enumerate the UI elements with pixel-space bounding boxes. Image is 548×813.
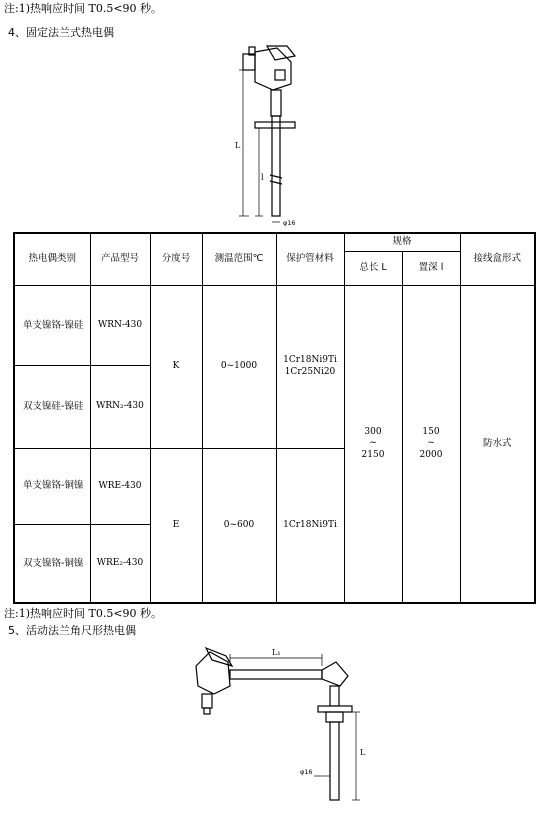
- upper-vertical-tube: [330, 686, 339, 706]
- insert-depth-min: 150: [422, 427, 440, 437]
- header-material: 保护管材料: [276, 233, 344, 285]
- neck-tube: [271, 90, 281, 116]
- group-e-range: 0~600: [202, 448, 276, 603]
- header-model: 产品型号: [90, 233, 150, 285]
- terminal-head: [255, 48, 291, 90]
- movable-flange: [318, 706, 352, 712]
- header-box: 接线盒形式: [460, 233, 535, 285]
- row3-type: 单支镍铬-铜镍: [14, 448, 90, 524]
- row4-type: 双支镍铬-铜镍: [14, 525, 90, 603]
- total-length-sep: ~: [369, 438, 377, 449]
- horizontal-tube: [230, 670, 322, 679]
- row2-model: WRN₂-430: [90, 366, 150, 448]
- dim-diameter-label: φ16: [300, 768, 313, 776]
- total-length-max: 2150: [361, 449, 385, 460]
- insert-depth-max: 2000: [419, 449, 443, 460]
- cable-gland: [202, 694, 212, 708]
- flange: [255, 122, 295, 128]
- elbow-joint: [322, 662, 348, 686]
- insert-depth-sep: ~: [427, 438, 435, 449]
- terminal-head: [196, 652, 230, 694]
- section5-heading: 5、活动法兰角尺形热电偶: [8, 624, 136, 637]
- group-k-material-2: 1Cr25Ni20: [284, 366, 336, 377]
- angle-flange-thermocouple-drawing: [180, 640, 380, 812]
- row1-type: 单支镍铬-镍硅: [14, 285, 90, 365]
- group-k-material: [276, 285, 344, 448]
- row4-model: WRE₂-430: [90, 525, 150, 603]
- protection-tube: [272, 116, 280, 216]
- group-k-grade: K: [150, 285, 202, 448]
- bottom-note: 注:1)热响应时间 T0.5<90 秒。: [4, 607, 163, 620]
- cable-gland: [243, 54, 255, 70]
- dim-L-label: L: [360, 748, 366, 757]
- header-grade: 分度号: [150, 233, 202, 285]
- total-length-min: 300: [364, 427, 382, 437]
- spec-table: [13, 232, 536, 604]
- head-cover: [267, 46, 295, 60]
- header-type: 热电偶类别: [14, 233, 90, 285]
- group-k-material-1: 1Cr18Ni9Ti: [283, 355, 337, 366]
- box-type-cell: 防水式: [460, 285, 535, 603]
- section4-heading: 4、固定法兰式热电偶: [8, 26, 114, 39]
- insert-depth-cell: [402, 285, 460, 603]
- row3-model: WRE-430: [90, 448, 150, 524]
- dim-L-label: L: [235, 141, 241, 150]
- dim-l-label: l: [261, 173, 264, 182]
- dim-L1-label: L₁: [272, 648, 281, 657]
- group-e-material: 1Cr18Ni9Ti: [276, 448, 344, 603]
- header-insert-depth: 置深 l: [402, 251, 460, 285]
- fixed-flange-thermocouple-drawing: [225, 40, 335, 230]
- group-k-range: 0~1000: [202, 285, 276, 448]
- header-spec: 规格: [344, 233, 460, 251]
- flange-nut: [326, 712, 343, 722]
- group-e-grade: E: [150, 448, 202, 603]
- protection-tube: [330, 722, 339, 800]
- dim-diameter-label: φ16: [283, 219, 296, 227]
- head-label: [275, 70, 285, 80]
- total-length-cell: [344, 285, 402, 603]
- header-range: 测温范围℃: [202, 233, 276, 285]
- gland-nut: [204, 708, 210, 714]
- row1-model: WRN-430: [90, 285, 150, 365]
- row2-type: 双支镍硅-镍硅: [14, 366, 90, 448]
- top-note: 注:1)热响应时间 T0.5<90 秒。: [4, 2, 163, 15]
- header-total-length: 总长 L: [344, 251, 402, 285]
